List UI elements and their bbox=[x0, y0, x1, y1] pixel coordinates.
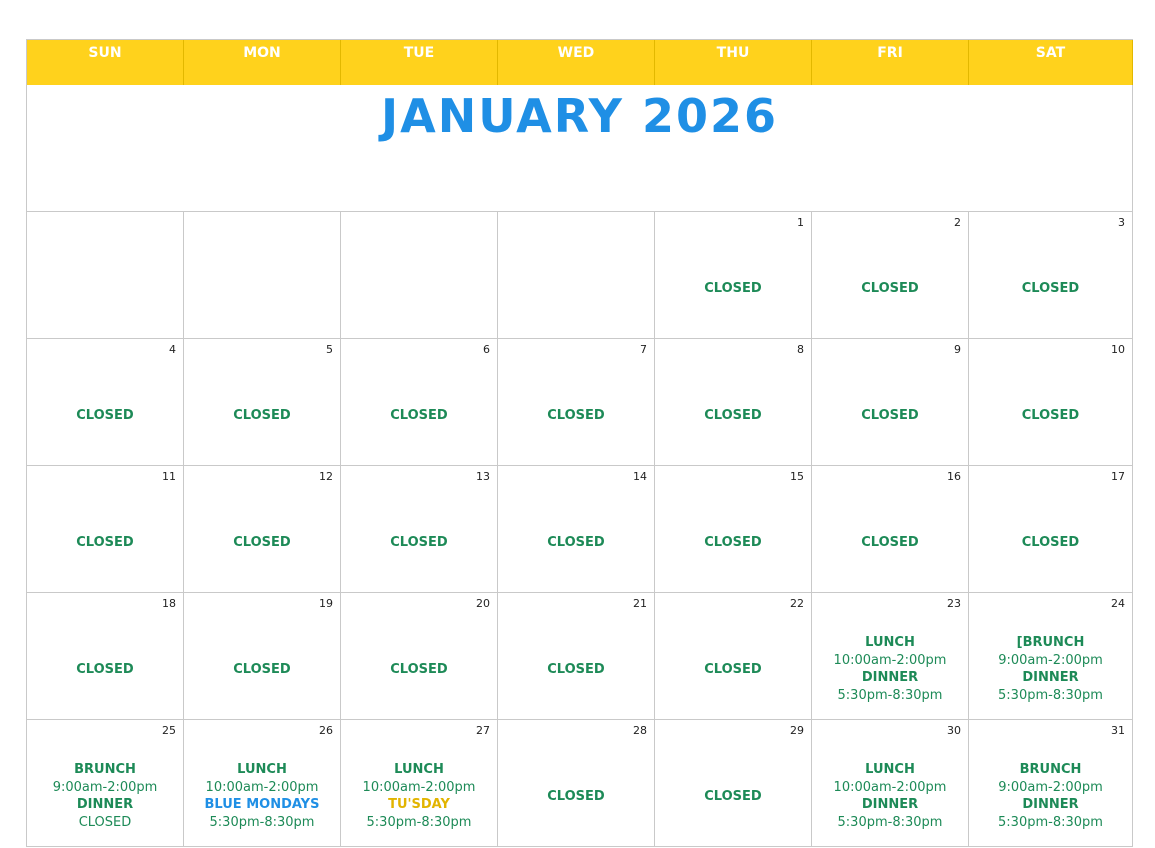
day-cell-27 bbox=[341, 720, 498, 847]
day-number: 29 bbox=[790, 724, 804, 737]
day-schedule bbox=[27, 752, 183, 840]
meal-label: DINNER bbox=[1022, 797, 1079, 812]
meal-label: LUNCH bbox=[394, 762, 444, 777]
day-schedule bbox=[27, 625, 183, 713]
closed-label: CLOSED bbox=[704, 534, 762, 550]
weekday-header-row bbox=[27, 40, 1133, 85]
day-schedule bbox=[655, 244, 811, 332]
meal-label: LUNCH bbox=[865, 635, 915, 650]
closed-label: CLOSED bbox=[1021, 407, 1080, 423]
day-schedule bbox=[969, 752, 1132, 840]
day-schedule bbox=[812, 752, 968, 840]
day-schedule bbox=[812, 371, 968, 459]
calendar-title: JANUARY 2026 bbox=[380, 89, 778, 143]
hours-text: 5:30pm-8:30pm bbox=[209, 814, 315, 830]
day-schedule bbox=[498, 752, 654, 840]
day-cell-29 bbox=[655, 720, 812, 847]
day-number: 30 bbox=[947, 724, 961, 737]
day-number: 25 bbox=[162, 724, 176, 737]
day-cell-4 bbox=[27, 339, 184, 466]
day-number: 26 bbox=[319, 724, 333, 737]
day-cell-18 bbox=[27, 593, 184, 720]
closed-label: CLOSED bbox=[233, 407, 291, 423]
event-label: TU'SDAY bbox=[388, 797, 450, 812]
day-schedule bbox=[27, 498, 183, 586]
hours-text: 5:30pm-8:30pm bbox=[366, 814, 472, 830]
day-cell-19 bbox=[184, 593, 341, 720]
day-number: 12 bbox=[319, 470, 333, 483]
day-number: 23 bbox=[947, 597, 961, 610]
day-schedule bbox=[498, 498, 654, 586]
meal-label: DINNER bbox=[76, 797, 134, 812]
day-number: 15 bbox=[790, 470, 804, 483]
hours-text: 9:00am-2:00pm bbox=[52, 779, 158, 795]
day-number: 1 bbox=[797, 216, 804, 229]
day-schedule bbox=[341, 498, 497, 586]
closed-label: CLOSED bbox=[390, 661, 448, 677]
day-cell-24 bbox=[969, 593, 1133, 720]
day-schedule bbox=[655, 752, 811, 840]
week-row bbox=[27, 466, 1133, 593]
day-schedule bbox=[184, 752, 340, 840]
meal-label: DINNER bbox=[1022, 670, 1079, 685]
weekday-sat: SAT bbox=[969, 40, 1133, 85]
day-schedule bbox=[969, 244, 1132, 332]
day-number: 31 bbox=[1111, 724, 1125, 737]
day-schedule bbox=[655, 498, 811, 586]
weekday-thu: THU bbox=[655, 40, 812, 85]
day-schedule bbox=[812, 625, 968, 713]
closed-label: CLOSED bbox=[1021, 534, 1080, 550]
empty-day-cell bbox=[498, 212, 655, 339]
day-number: 27 bbox=[476, 724, 490, 737]
calendar bbox=[26, 39, 1133, 847]
day-number: 7 bbox=[640, 343, 647, 356]
empty-day-cell bbox=[27, 212, 184, 339]
week-row bbox=[27, 212, 1133, 339]
closed-label: CLOSED bbox=[861, 280, 919, 296]
day-schedule bbox=[655, 371, 811, 459]
meal-label: LUNCH bbox=[237, 762, 287, 777]
meal-label: BRUNCH bbox=[1019, 762, 1082, 777]
closed-label: CLOSED bbox=[233, 661, 291, 677]
day-cell-1 bbox=[655, 212, 812, 339]
weekday-wed: WED bbox=[498, 40, 655, 85]
day-number: 14 bbox=[633, 470, 647, 483]
day-schedule bbox=[498, 625, 654, 713]
day-schedule bbox=[184, 625, 340, 713]
day-cell-20 bbox=[341, 593, 498, 720]
closed-label: CLOSED bbox=[704, 788, 762, 804]
day-number: 3 bbox=[1118, 216, 1125, 229]
day-number: 21 bbox=[633, 597, 647, 610]
day-number: 2 bbox=[954, 216, 961, 229]
day-schedule bbox=[27, 371, 183, 459]
meal-label: DINNER bbox=[861, 797, 919, 812]
day-schedule bbox=[812, 498, 968, 586]
closed-label: CLOSED bbox=[547, 407, 605, 423]
closed-label: CLOSED bbox=[861, 407, 919, 423]
day-cell-26 bbox=[184, 720, 341, 847]
day-number: 11 bbox=[162, 470, 176, 483]
day-schedule bbox=[969, 498, 1132, 586]
closed-label: CLOSED bbox=[547, 534, 605, 550]
day-cell-22 bbox=[655, 593, 812, 720]
day-cell-15 bbox=[655, 466, 812, 593]
day-cell-14 bbox=[498, 466, 655, 593]
day-schedule bbox=[341, 752, 497, 840]
day-cell-9 bbox=[812, 339, 969, 466]
closed-label: CLOSED bbox=[547, 661, 605, 677]
day-cell-16 bbox=[812, 466, 969, 593]
empty-day-cell bbox=[184, 212, 341, 339]
week-row bbox=[27, 720, 1133, 847]
weekday-tue: TUE bbox=[341, 40, 498, 85]
closed-label: CLOSED bbox=[76, 407, 134, 423]
closed-label: CLOSED bbox=[1021, 280, 1080, 296]
closed-label: CLOSED bbox=[704, 661, 762, 677]
closed-label: CLOSED bbox=[390, 407, 448, 423]
day-cell-7 bbox=[498, 339, 655, 466]
weekday-fri: FRI bbox=[812, 40, 969, 85]
weekday-mon: MON bbox=[184, 40, 341, 85]
calendar-grid bbox=[27, 212, 1133, 847]
day-number: 6 bbox=[483, 343, 490, 356]
title-row bbox=[27, 85, 1133, 212]
day-cell-10 bbox=[969, 339, 1133, 466]
day-cell-12 bbox=[184, 466, 341, 593]
day-number: 18 bbox=[162, 597, 176, 610]
day-number: 19 bbox=[319, 597, 333, 610]
closed-label: CLOSED bbox=[76, 534, 134, 550]
day-cell-25 bbox=[27, 720, 184, 847]
week-row bbox=[27, 339, 1133, 466]
day-number: 22 bbox=[790, 597, 804, 610]
meal-label: DINNER bbox=[861, 670, 919, 685]
closed-label: CLOSED bbox=[390, 534, 448, 550]
hours-text: 10:00am-2:00pm bbox=[205, 779, 319, 795]
day-cell-5 bbox=[184, 339, 341, 466]
day-cell-30 bbox=[812, 720, 969, 847]
day-number: 16 bbox=[947, 470, 961, 483]
day-cell-2 bbox=[812, 212, 969, 339]
event-label: BLUE MONDAYS bbox=[204, 797, 320, 812]
week-row bbox=[27, 593, 1133, 720]
closed-label: CLOSED bbox=[547, 788, 605, 804]
day-number: 5 bbox=[326, 343, 333, 356]
closed-label: CLOSED bbox=[233, 534, 291, 550]
day-number: 20 bbox=[476, 597, 490, 610]
empty-day-cell bbox=[341, 212, 498, 339]
day-schedule bbox=[969, 625, 1132, 713]
closed-label: CLOSED bbox=[704, 280, 762, 296]
day-cell-23 bbox=[812, 593, 969, 720]
hours-text: 5:30pm-8:30pm bbox=[837, 687, 943, 703]
day-number: 9 bbox=[954, 343, 961, 356]
day-cell-8 bbox=[655, 339, 812, 466]
hours-text: 5:30pm-8:30pm bbox=[998, 687, 1103, 703]
day-cell-21 bbox=[498, 593, 655, 720]
day-number: 13 bbox=[476, 470, 490, 483]
hours-text: 9:00am-2:00pm bbox=[998, 779, 1103, 795]
day-schedule bbox=[969, 371, 1132, 459]
day-cell-6 bbox=[341, 339, 498, 466]
day-number: 4 bbox=[169, 343, 176, 356]
meal-label: LUNCH bbox=[865, 762, 915, 777]
day-number: 17 bbox=[1111, 470, 1125, 483]
day-cell-11 bbox=[27, 466, 184, 593]
day-number: 24 bbox=[1111, 597, 1125, 610]
weekday-sun: SUN bbox=[27, 40, 184, 85]
hours-text: 9:00am-2:00pm bbox=[998, 652, 1103, 668]
day-schedule bbox=[498, 371, 654, 459]
day-cell-31 bbox=[969, 720, 1133, 847]
day-schedule bbox=[341, 371, 497, 459]
day-cell-13 bbox=[341, 466, 498, 593]
day-number: 28 bbox=[633, 724, 647, 737]
closed-label: CLOSED bbox=[861, 534, 919, 550]
day-schedule bbox=[812, 244, 968, 332]
hours-text: 5:30pm-8:30pm bbox=[837, 814, 943, 830]
hours-text: 10:00am-2:00pm bbox=[362, 779, 476, 795]
day-cell-3 bbox=[969, 212, 1133, 339]
day-cell-17 bbox=[969, 466, 1133, 593]
hours-text: 5:30pm-8:30pm bbox=[998, 814, 1103, 830]
day-schedule bbox=[184, 371, 340, 459]
day-schedule bbox=[341, 625, 497, 713]
day-number: 10 bbox=[1111, 343, 1125, 356]
closed-label: CLOSED bbox=[704, 407, 762, 423]
meal-label: [BRUNCH bbox=[1016, 635, 1085, 650]
closed-label: CLOSED bbox=[76, 661, 134, 677]
day-cell-28 bbox=[498, 720, 655, 847]
day-schedule bbox=[184, 498, 340, 586]
hours-text: 10:00am-2:00pm bbox=[833, 652, 947, 668]
hours-text: CLOSED bbox=[78, 814, 132, 830]
hours-text: 10:00am-2:00pm bbox=[833, 779, 947, 795]
day-schedule bbox=[655, 625, 811, 713]
day-number: 8 bbox=[797, 343, 804, 356]
meal-label: BRUNCH bbox=[74, 762, 136, 777]
